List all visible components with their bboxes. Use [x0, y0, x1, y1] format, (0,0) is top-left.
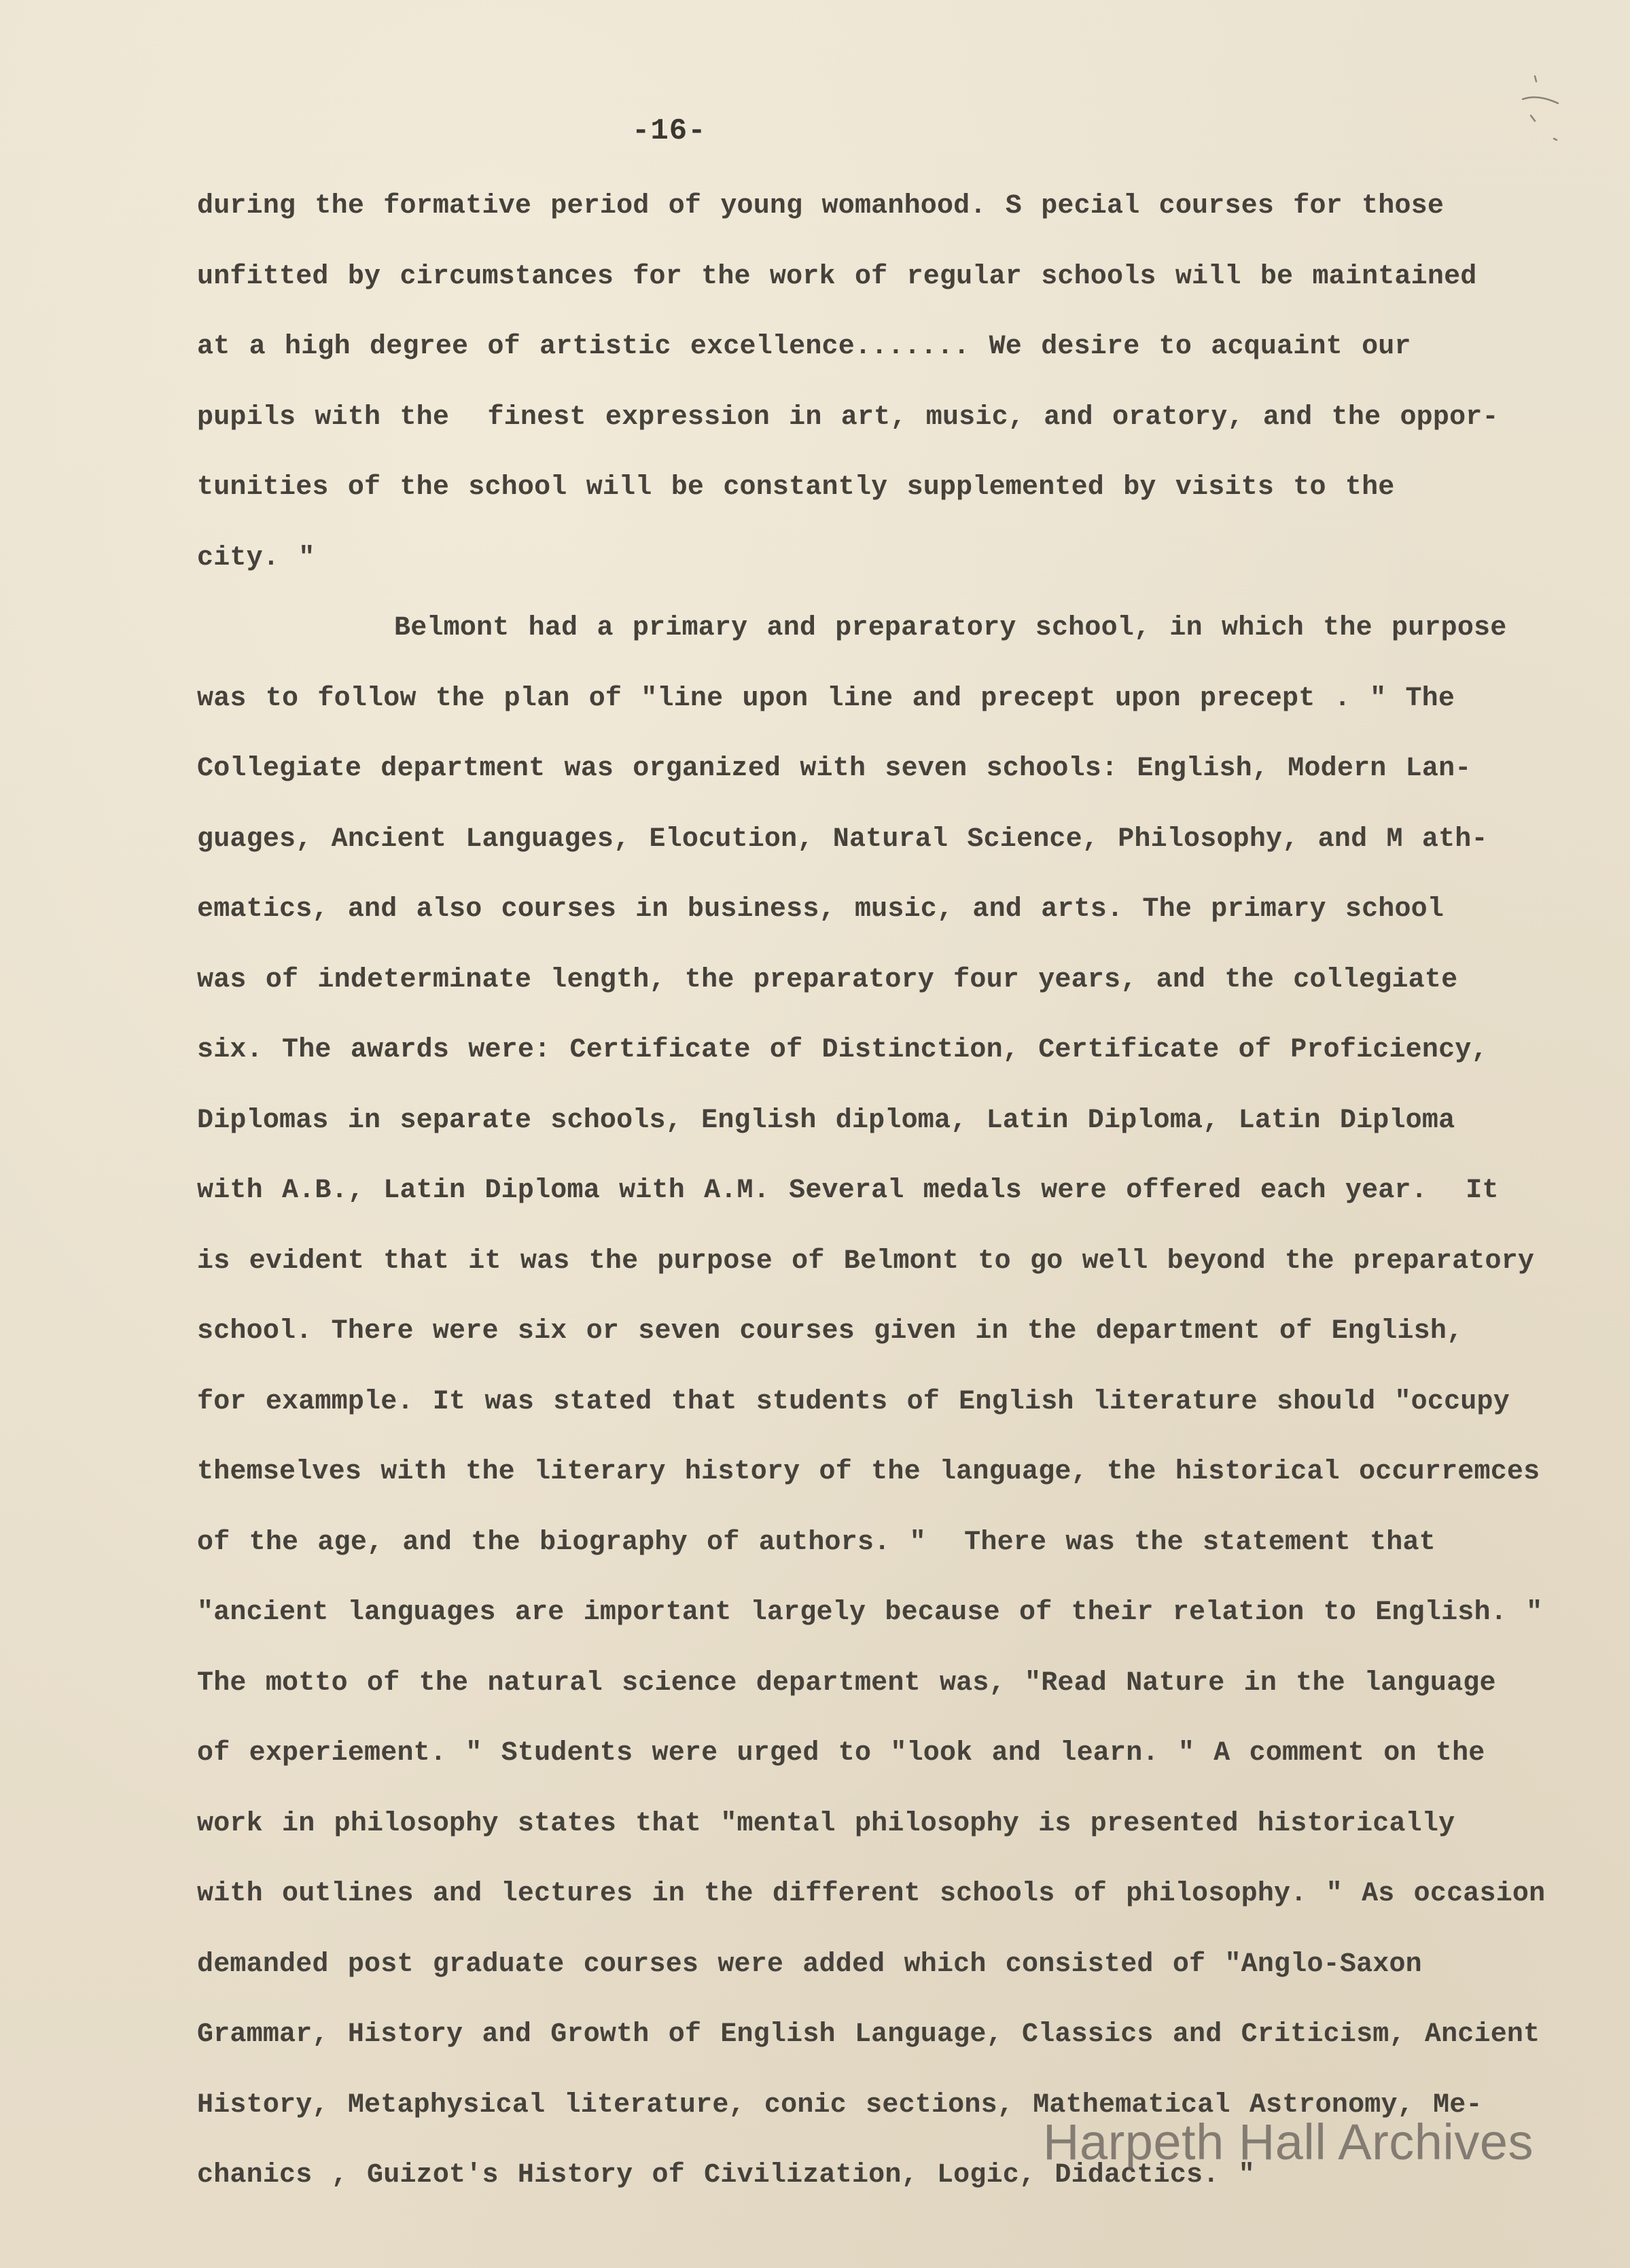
text-line: with A.B., Latin Diploma with A.M. Several medals were offered each year. It [197, 1175, 1499, 1206]
pencil-mark [1495, 73, 1577, 189]
text-line: themselves with the literary history of the language, the historical occurremces [197, 1457, 1540, 1487]
text-line: pupils with the finest expression in art, music, and oratory, and the oppor- [197, 402, 1499, 433]
text-line: Collegiate department was organized with seven schools: English, Modern Lan- [197, 754, 1472, 784]
text-line: chanics , Guizot's History of Civilization, Logic, Didactics. " [197, 2160, 1255, 2191]
text-line: tunities of the school will be constantly supplemented by visits to the [197, 472, 1395, 503]
text-line: of experiement. " Students were urged to "look and learn. " A comment on the [197, 1738, 1485, 1769]
text-line: demanded post graduate courses were added which consisted of "Anglo-Saxon [197, 1949, 1422, 1980]
text-line: for exammple. It was stated that students of English literature should "occupy [197, 1386, 1510, 1417]
text-line: guages, Ancient Languages, Elocution, Natural Science, Philosophy, and M ath- [197, 823, 1488, 855]
text-line: was to follow the plan of "line upon line and precept upon precept . " The [197, 683, 1455, 714]
text-line: at a high degree of artistic excellence....... We desire to acquaint our [197, 332, 1411, 362]
text-line: Diplomas in separate schools, English diploma, Latin Diploma, Latin Diploma [197, 1105, 1455, 1136]
text-line: city. " [197, 542, 315, 573]
page-number: -16- [632, 114, 707, 148]
text-line: school. There were six or seven courses given in the department of English, [197, 1316, 1464, 1347]
text-line: History, Metaphysical literature, conic sections, Mathematical Astronomy, Me- [197, 2089, 1483, 2121]
text-line: work in philosophy states that "mental philosophy is presented historically [197, 1808, 1455, 1839]
text-line: during the formative period of young womanhood. S pecial courses for those [197, 191, 1445, 222]
text-line: with outlines and lectures in the different schools of philosophy. " As occasion [197, 1879, 1546, 1909]
body-text [197, 182, 1617, 2222]
text-line: The motto of the natural science department was, "Read Nature in the language [197, 1667, 1496, 1699]
archive-watermark: Harpeth Hall Archives [1043, 2114, 1534, 2170]
paragraph-start-line: Belmont had a primary and preparatory school, in which the purpose [394, 613, 1507, 643]
text-line: "ancient languages are important largely because of their relation to English. " [197, 1597, 1543, 1628]
text-line: is evident that it was the purpose of Belmont to go well beyond the preparatory [197, 1245, 1535, 1277]
text-line: was of indeterminate length, the preparatory four years, and the collegiate [197, 964, 1458, 995]
text-line: ematics, and also courses in business, music, and arts. The primary school [197, 894, 1445, 925]
text-line: six. The awards were: Certificate of Distinction, Certificate of Proficiency, [197, 1035, 1488, 1065]
text-line: Grammar, History and Growth of English Language, Classics and Criticism, Ancient [197, 2019, 1540, 2050]
text-line: unfitted by circumstances for the work of regular schools will be maintained [197, 261, 1477, 292]
text-line: of the age, and the biography of authors. " There was the statement that [197, 1527, 1436, 1558]
